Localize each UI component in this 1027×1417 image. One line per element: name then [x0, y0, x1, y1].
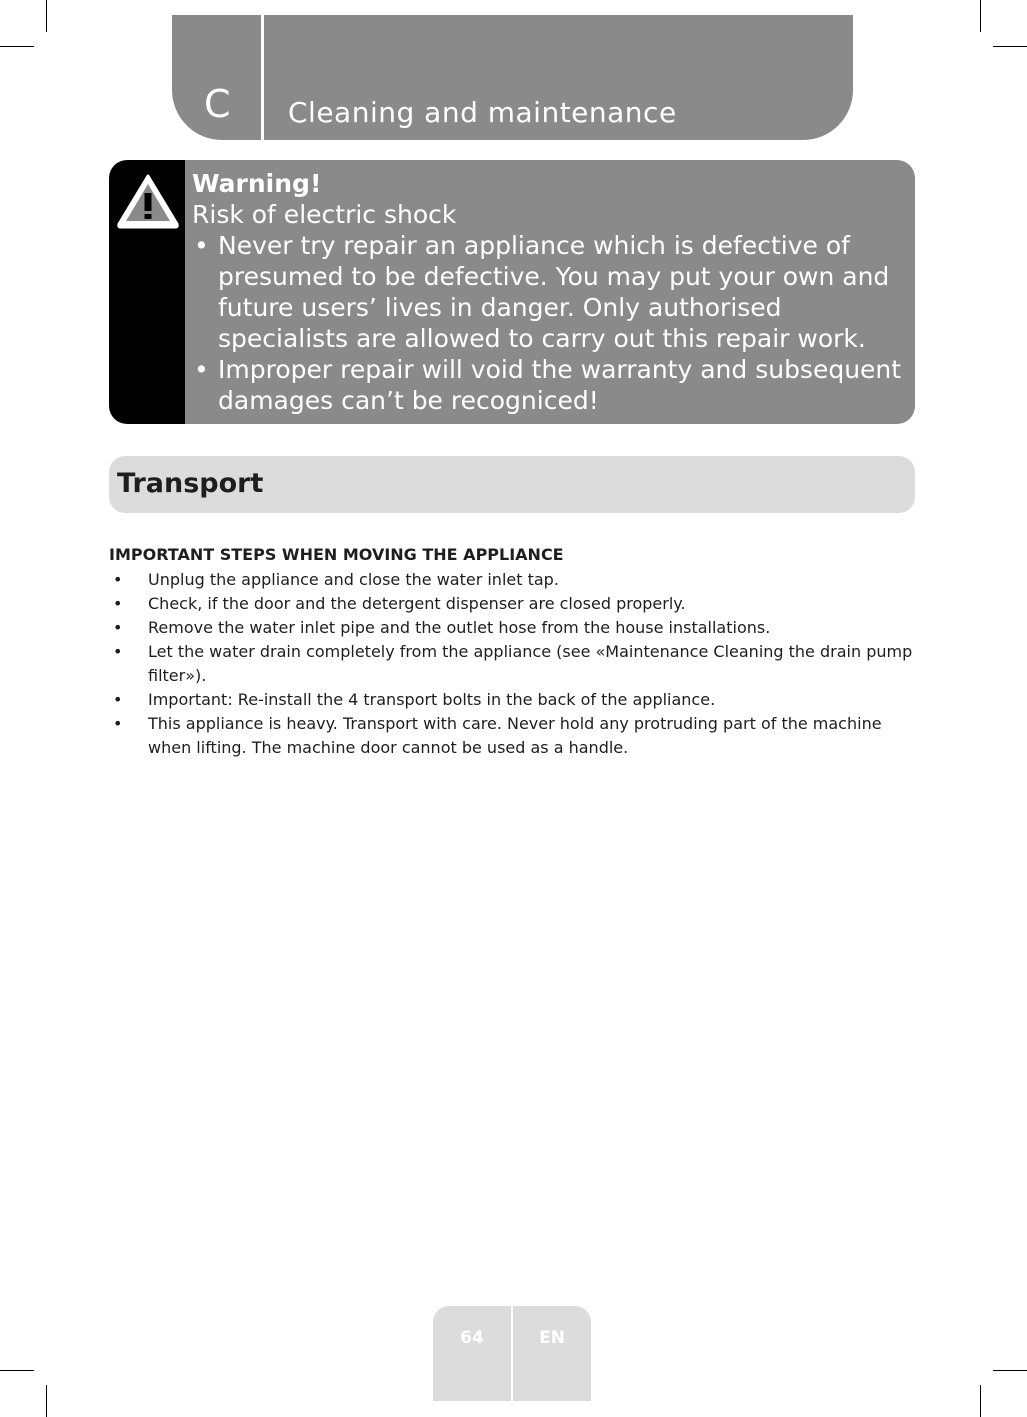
warning-triangle-icon: [115, 172, 181, 230]
chapter-letter: C: [204, 82, 231, 126]
crop-mark: [0, 46, 34, 47]
section-heading: Transport: [117, 468, 264, 499]
chapter-title: Cleaning and maintenance: [288, 96, 677, 129]
page-number: 64: [460, 1328, 484, 1348]
crop-mark: [0, 1370, 34, 1371]
step-text: Important: Re-install the 4 transport bolts in the back of the appliance.: [148, 690, 716, 709]
warning-list: [192, 230, 904, 416]
bullet: •: [194, 355, 209, 384]
warning-item: [192, 354, 904, 416]
list-item: [109, 568, 921, 592]
bullet: •: [113, 618, 123, 637]
bullet: •: [113, 714, 123, 733]
step-text: Unplug the appliance and close the water inlet tap.: [148, 570, 559, 589]
steps-subheading: IMPORTANT STEPS WHEN MOVING THE APPLIANCE: [109, 545, 564, 564]
step-text: Remove the water inlet pipe and the outlet hose from the house installations.: [148, 618, 771, 637]
list-item: [109, 616, 921, 640]
steps-list: [109, 568, 921, 760]
crop-mark: [993, 46, 1027, 47]
bullet: •: [113, 690, 123, 709]
list-item: [109, 688, 921, 712]
section-heading-bar: [109, 456, 915, 513]
header-divider: [261, 15, 264, 140]
warning-content: [192, 168, 904, 416]
list-item: [109, 640, 921, 688]
crop-mark: [46, 0, 47, 32]
list-item: [109, 712, 921, 760]
bullet: •: [194, 231, 209, 260]
warning-item-text: Never try repair an appliance which is defective of presumed to be defective. You may put your own and future users’ lives in danger. Only authorised specialists are allowed to carry out this repair work.: [218, 231, 890, 353]
warning-item-text: Improper repair will void the warranty and subsequent damages can’t be recogniced!: [218, 355, 902, 415]
bullet: •: [113, 642, 123, 661]
page-number-tab: [433, 1306, 511, 1401]
bullet: •: [113, 594, 123, 613]
warning-box: [109, 160, 915, 424]
language-code: EN: [539, 1328, 565, 1348]
crop-mark: [980, 0, 981, 32]
crop-mark: [46, 1385, 47, 1417]
step-text: This appliance is heavy. Transport with care. Never hold any protruding part of the machine when lifting. The machine door cannot be used as a handle.: [148, 714, 882, 757]
warning-sidebar: [109, 160, 185, 424]
crop-mark: [993, 1370, 1027, 1371]
list-item: [109, 592, 921, 616]
warning-item: [192, 230, 904, 354]
warning-title: Warning!: [192, 169, 322, 198]
language-tab: [513, 1306, 591, 1401]
warning-subtitle: Risk of electric shock: [192, 200, 457, 229]
step-text: Let the water drain completely from the appliance (see «Maintenance Cleaning the drain pump filter»).: [148, 642, 913, 685]
step-text: Check, if the door and the detergent dispenser are closed properly.: [148, 594, 686, 613]
crop-mark: [980, 1385, 981, 1417]
chapter-header: [172, 15, 853, 140]
bullet: •: [113, 570, 123, 589]
